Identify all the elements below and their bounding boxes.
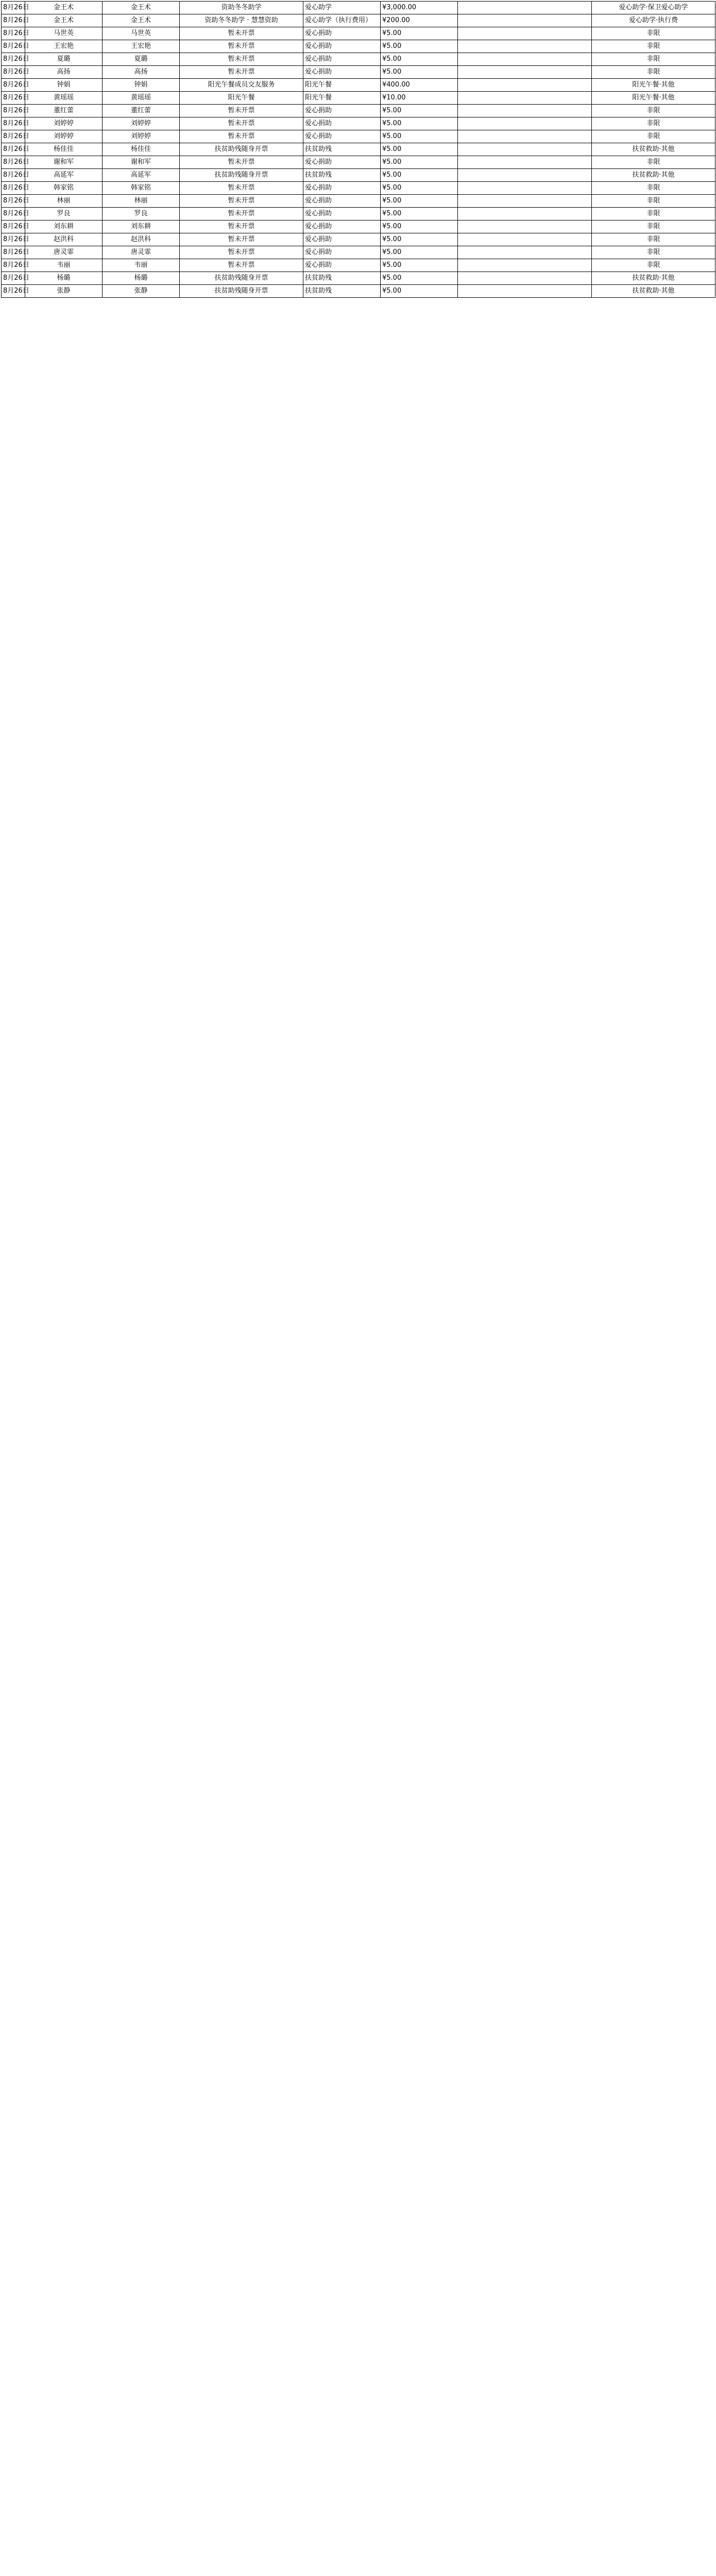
table-cell: 扶贫救助·其他 xyxy=(592,285,715,298)
table-cell: 8月26日 xyxy=(2,92,25,105)
table-cell: ¥5.00 xyxy=(381,221,458,233)
table-row xyxy=(2,53,715,66)
table-cell: ¥5.00 xyxy=(381,117,458,130)
table-cell: 爱心捐助 xyxy=(303,66,381,79)
table-cell: ¥5.00 xyxy=(381,156,458,169)
table-cell: 阳光午餐成员交友服务 xyxy=(180,79,303,92)
table-cell: 8月26日 xyxy=(2,66,25,79)
table-cell: 资助冬冬助学 · 慧慧资助 xyxy=(180,14,303,27)
table-cell: 阳光午餐·其他 xyxy=(592,79,715,92)
table-row xyxy=(2,169,715,182)
table-cell xyxy=(458,14,592,27)
table-cell: 非限 xyxy=(592,53,715,66)
table-row xyxy=(2,259,715,272)
table-cell: 8月26日 xyxy=(2,169,25,182)
table-cell: 非限 xyxy=(592,40,715,53)
table-cell: 高扬 xyxy=(103,66,180,79)
table-cell: 8月26日 xyxy=(2,285,25,298)
table-cell: 8月26日 xyxy=(2,79,25,92)
table-cell: 8月26日 xyxy=(2,272,25,285)
table-cell xyxy=(458,208,592,221)
table-cell: ¥5.00 xyxy=(381,259,458,272)
table-cell: 暂未开票 xyxy=(180,53,303,66)
table-cell: 董红蕾 xyxy=(103,105,180,117)
table-cell xyxy=(458,92,592,105)
table-cell: 谢和军 xyxy=(25,156,103,169)
table-cell: 非限 xyxy=(592,156,715,169)
donation-ledger-table xyxy=(1,1,715,298)
table-cell: 非限 xyxy=(592,117,715,130)
table-cell: 8月26日 xyxy=(2,208,25,221)
table-cell xyxy=(458,66,592,79)
table-row xyxy=(2,221,715,233)
table-cell: ¥5.00 xyxy=(381,208,458,221)
table-cell: 韩家铭 xyxy=(103,182,180,195)
table-cell: 非限 xyxy=(592,66,715,79)
table-cell: 刘东耕 xyxy=(103,221,180,233)
table-cell: 扶贫助残 xyxy=(303,272,381,285)
table-cell: 8月26日 xyxy=(2,221,25,233)
table-cell: 8月26日 xyxy=(2,143,25,156)
table-cell: 暂未开票 xyxy=(180,221,303,233)
table-cell: ¥5.00 xyxy=(381,66,458,79)
table-cell: 黄瑶瑶 xyxy=(103,92,180,105)
table-cell xyxy=(458,195,592,208)
table-cell: 爱心助学·执行费 xyxy=(592,14,715,27)
table-cell: 暂未开票 xyxy=(180,27,303,40)
table-cell: 暂未开票 xyxy=(180,195,303,208)
table-cell: 唐灵霏 xyxy=(25,246,103,259)
table-cell: 爱心捐助 xyxy=(303,27,381,40)
table-row xyxy=(2,285,715,298)
table-cell: 非限 xyxy=(592,246,715,259)
table-row xyxy=(2,66,715,79)
table-row xyxy=(2,233,715,246)
table-cell: 8月26日 xyxy=(2,156,25,169)
table-cell: 刘婷婷 xyxy=(103,117,180,130)
table-cell xyxy=(458,182,592,195)
table-cell: 钟娟 xyxy=(25,79,103,92)
table-cell xyxy=(458,221,592,233)
table-cell: 赵洪科 xyxy=(25,233,103,246)
table-cell: 扶贫助残 xyxy=(303,143,381,156)
table-cell: 8月26日 xyxy=(2,195,25,208)
table-cell: 扶贫助残 xyxy=(303,285,381,298)
table-cell: ¥5.00 xyxy=(381,105,458,117)
table-cell: 暂未开票 xyxy=(180,66,303,79)
table-cell: 爱心捐助 xyxy=(303,156,381,169)
table-cell: 董红蕾 xyxy=(25,105,103,117)
table-cell: 高延军 xyxy=(25,169,103,182)
table-cell: 高扬 xyxy=(25,66,103,79)
table-cell: ¥5.00 xyxy=(381,246,458,259)
table-cell: 刘婷婷 xyxy=(25,130,103,143)
table-cell: 8月26日 xyxy=(2,117,25,130)
table-cell: 非限 xyxy=(592,208,715,221)
table-cell: 扶贫助残随身开票 xyxy=(180,169,303,182)
table-row xyxy=(2,40,715,53)
table-cell: 8月26日 xyxy=(2,246,25,259)
table-cell: 金王术 xyxy=(25,14,103,27)
table-cell: 资助冬冬助学 xyxy=(180,2,303,14)
table-cell: 阳光午餐 xyxy=(303,92,381,105)
table-cell: 暂未开票 xyxy=(180,130,303,143)
table-cell: 暂未开票 xyxy=(180,233,303,246)
table-cell: 8月26日 xyxy=(2,27,25,40)
table-row xyxy=(2,27,715,40)
table-cell: 暂未开票 xyxy=(180,182,303,195)
table-cell xyxy=(458,272,592,285)
table-cell: 暂未开票 xyxy=(180,40,303,53)
table-row xyxy=(2,92,715,105)
table-cell: 8月26日 xyxy=(2,233,25,246)
table-cell: 刘婷婷 xyxy=(25,117,103,130)
table-cell: 爱心捐助 xyxy=(303,246,381,259)
table-row xyxy=(2,130,715,143)
table-cell xyxy=(458,246,592,259)
table-cell: 8月26日 xyxy=(2,182,25,195)
table-cell: 爱心捐助 xyxy=(303,53,381,66)
table-cell: 夏璐 xyxy=(103,53,180,66)
table-cell: ¥5.00 xyxy=(381,272,458,285)
table-cell: 非限 xyxy=(592,195,715,208)
table-cell: 非限 xyxy=(592,105,715,117)
table-cell: 金王术 xyxy=(103,2,180,14)
table-cell: ¥10.00 xyxy=(381,92,458,105)
table-cell: ¥5.00 xyxy=(381,53,458,66)
table-cell: 扶贫助残随身开票 xyxy=(180,143,303,156)
table-cell: 8月26日 xyxy=(2,105,25,117)
table-cell: 暂未开票 xyxy=(180,259,303,272)
table-cell: 韦丽 xyxy=(103,259,180,272)
table-cell: 爱心助学（执行费用） xyxy=(303,14,381,27)
table-cell: ¥5.00 xyxy=(381,40,458,53)
table-cell: 马世英 xyxy=(25,27,103,40)
table-cell: ¥5.00 xyxy=(381,182,458,195)
table-cell: 扶贫助残随身开票 xyxy=(180,285,303,298)
table-cell: ¥200.00 xyxy=(381,14,458,27)
table-row xyxy=(2,143,715,156)
table-cell: ¥400.00 xyxy=(381,79,458,92)
table-row xyxy=(2,117,715,130)
table-cell: 暂未开票 xyxy=(180,208,303,221)
table-cell xyxy=(458,259,592,272)
table-cell xyxy=(458,156,592,169)
table-cell: 8月26日 xyxy=(2,259,25,272)
table-cell: 8月26日 xyxy=(2,2,25,14)
table-cell: 爱心助学·保卫爱心助学 xyxy=(592,2,715,14)
table-cell: 杨佳佳 xyxy=(103,143,180,156)
table-cell: 夏璐 xyxy=(25,53,103,66)
table-cell xyxy=(458,285,592,298)
table-cell: 金王术 xyxy=(25,2,103,14)
table-row xyxy=(2,105,715,117)
table-cell: 暂未开票 xyxy=(180,117,303,130)
table-cell: 王宏艳 xyxy=(103,40,180,53)
table-cell: 非限 xyxy=(592,27,715,40)
table-cell xyxy=(458,143,592,156)
table-cell: ¥5.00 xyxy=(381,143,458,156)
table-cell: 张静 xyxy=(103,285,180,298)
table-cell: 张静 xyxy=(25,285,103,298)
table-cell: 罗良 xyxy=(103,208,180,221)
table-cell xyxy=(458,105,592,117)
table-cell xyxy=(458,117,592,130)
table-cell: 爱心捐助 xyxy=(303,130,381,143)
table-cell: 杨璐 xyxy=(103,272,180,285)
ledger-body xyxy=(2,2,715,298)
table-cell: 唐灵霏 xyxy=(103,246,180,259)
table-cell: 暂未开票 xyxy=(180,246,303,259)
table-cell: 非限 xyxy=(592,221,715,233)
table-cell: 扶贫救助·其他 xyxy=(592,143,715,156)
table-cell: ¥5.00 xyxy=(381,130,458,143)
table-cell: ¥3,000.00 xyxy=(381,2,458,14)
table-row xyxy=(2,246,715,259)
table-cell: 非限 xyxy=(592,130,715,143)
table-cell: 韦丽 xyxy=(25,259,103,272)
table-cell xyxy=(458,2,592,14)
table-cell: 爱心捐助 xyxy=(303,182,381,195)
table-row xyxy=(2,182,715,195)
table-cell: 金王术 xyxy=(103,14,180,27)
table-cell: 林丽 xyxy=(25,195,103,208)
table-cell: 谢和军 xyxy=(103,156,180,169)
table-cell: 爱心捐助 xyxy=(303,40,381,53)
table-cell: 黄瑶瑶 xyxy=(25,92,103,105)
table-row xyxy=(2,14,715,27)
table-cell: 爱心捐助 xyxy=(303,105,381,117)
table-row xyxy=(2,272,715,285)
table-cell: 王宏艳 xyxy=(25,40,103,53)
table-cell: 钟娟 xyxy=(103,79,180,92)
table-cell xyxy=(458,233,592,246)
table-cell: ¥5.00 xyxy=(381,233,458,246)
table-cell: 阳光午餐·其他 xyxy=(592,92,715,105)
table-cell: 马世英 xyxy=(103,27,180,40)
table-cell: 林丽 xyxy=(103,195,180,208)
table-cell: 爱心捐助 xyxy=(303,233,381,246)
table-cell: ¥5.00 xyxy=(381,195,458,208)
table-cell: 暂未开票 xyxy=(180,156,303,169)
table-row xyxy=(2,2,715,14)
table-cell xyxy=(458,130,592,143)
table-cell: 8月26日 xyxy=(2,130,25,143)
table-cell: 爱心助学 xyxy=(303,2,381,14)
table-cell: 高延军 xyxy=(103,169,180,182)
table-cell: 扶贫助残随身开票 xyxy=(180,272,303,285)
table-cell: 罗良 xyxy=(25,208,103,221)
table-cell: 8月26日 xyxy=(2,14,25,27)
table-cell xyxy=(458,79,592,92)
table-cell: 爱心捐助 xyxy=(303,221,381,233)
table-row xyxy=(2,208,715,221)
table-cell: 8月26日 xyxy=(2,53,25,66)
table-cell: 阳光午餐 xyxy=(303,79,381,92)
table-cell: 韩家铭 xyxy=(25,182,103,195)
table-cell: 扶贫救助·其他 xyxy=(592,169,715,182)
table-row xyxy=(2,79,715,92)
table-cell: 赵洪科 xyxy=(103,233,180,246)
table-cell: 杨璐 xyxy=(25,272,103,285)
table-cell: 阳光午餐 xyxy=(180,92,303,105)
table-cell: ¥5.00 xyxy=(381,285,458,298)
table-row xyxy=(2,156,715,169)
table-cell xyxy=(458,27,592,40)
table-cell: 刘东耕 xyxy=(25,221,103,233)
table-cell: 爱心捐助 xyxy=(303,117,381,130)
table-cell: ¥5.00 xyxy=(381,27,458,40)
table-cell: 爱心捐助 xyxy=(303,195,381,208)
table-cell: 扶贫救助·其他 xyxy=(592,272,715,285)
table-cell: 扶贫助残 xyxy=(303,169,381,182)
table-cell xyxy=(458,53,592,66)
table-cell: 爱心捐助 xyxy=(303,208,381,221)
table-cell: 爱心捐助 xyxy=(303,259,381,272)
table-cell: 非限 xyxy=(592,233,715,246)
table-cell: 非限 xyxy=(592,182,715,195)
table-cell: 刘婷婷 xyxy=(103,130,180,143)
table-cell: ¥5.00 xyxy=(381,169,458,182)
table-row xyxy=(2,195,715,208)
table-cell xyxy=(458,169,592,182)
table-cell: 杨佳佳 xyxy=(25,143,103,156)
table-cell: 非限 xyxy=(592,259,715,272)
table-cell: 暂未开票 xyxy=(180,105,303,117)
table-cell: 8月26日 xyxy=(2,40,25,53)
table-cell xyxy=(458,40,592,53)
